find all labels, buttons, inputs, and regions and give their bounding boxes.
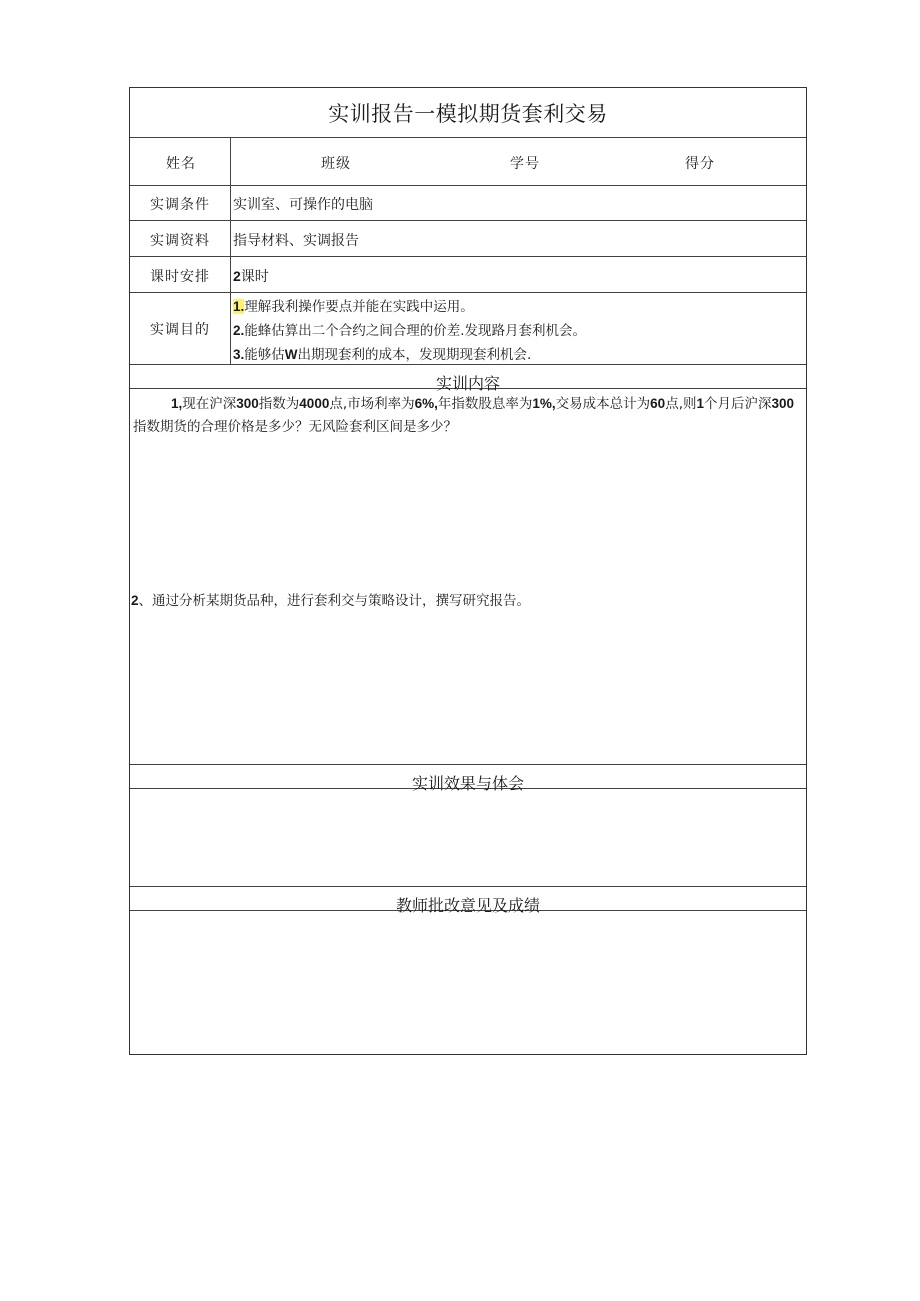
teacher-heading: 教师批改意见及成绩 [395, 896, 540, 915]
purpose-item-text: 能蜂估算出二个合约之间合理的价差.发现路月套利机会。 [244, 323, 587, 339]
content-heading: 实训内容 [435, 374, 500, 393]
rule [130, 764, 806, 765]
purpose-item-number: 3. [233, 347, 245, 362]
question-1: 1,现在沪深300指数为4000点,市场利率为6%,年指数股息率为1%,交易成本总计为60点,则1个月后沪深300指数期货的合理价格是多少？无风险套利区间是多少？ [133, 396, 795, 435]
rule [130, 886, 806, 887]
purpose-item-1 [233, 295, 474, 315]
class-label: 班级 [321, 156, 351, 172]
schedule-number: 2 [233, 268, 241, 284]
rule [130, 185, 806, 186]
purpose-item-bold: W [284, 347, 298, 362]
purpose-item-number: 1. [233, 299, 245, 314]
purpose-label: 实调目的 [150, 322, 210, 338]
question-2: 2、通过分析某期货品种，进行套利交与策略设计，撰写研究报告。 [131, 593, 531, 609]
rule [130, 364, 806, 365]
materials-value: 指导材料、实调报告 [233, 233, 359, 249]
purpose-item-3 [233, 343, 531, 363]
report-title: 实训报告一模拟期货套利交易 [328, 102, 608, 126]
student-id-label: 学号 [510, 156, 540, 172]
purpose-item-2 [233, 319, 586, 339]
purpose-item-text: 出期现套利的成本，发现期现套利机会. [297, 347, 532, 363]
column-divider [230, 137, 231, 364]
report-table [129, 87, 807, 1055]
effect-heading: 实训效果与体会 [411, 774, 524, 793]
name-label: 姓名 [166, 156, 196, 172]
purpose-item-number: 2. [233, 323, 245, 338]
conditions-value: 实训室、可操作的电脑 [233, 197, 373, 213]
purpose-item-text: 能够估 [244, 347, 285, 363]
schedule-label: 课时安排 [150, 269, 210, 285]
schedule-value [233, 266, 269, 286]
purpose-item-text: 理解我利操作要点并能在实践中运用。 [244, 299, 474, 315]
rule [130, 220, 806, 221]
rule [130, 137, 806, 138]
rule [130, 256, 806, 257]
schedule-unit: 课时 [240, 269, 269, 285]
score-label: 得分 [685, 156, 715, 172]
materials-label: 实调资料 [150, 233, 210, 249]
conditions-label: 实调条件 [150, 197, 210, 213]
rule [130, 292, 806, 293]
